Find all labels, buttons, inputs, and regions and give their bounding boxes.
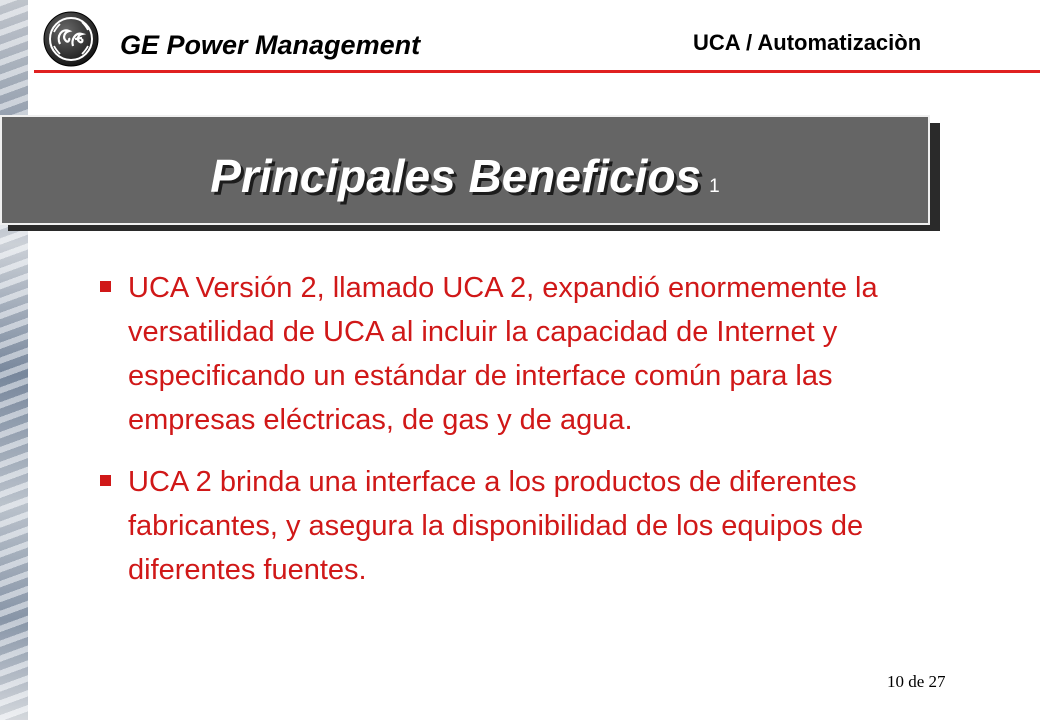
bullet-item	[98, 266, 958, 442]
bullet-list	[98, 266, 958, 610]
square-bullet-icon	[100, 475, 111, 486]
title-banner	[0, 115, 930, 225]
brand-name: GE Power Management	[120, 30, 421, 60]
slide-title: Principales Beneficios	[210, 150, 702, 202]
header-divider	[34, 70, 1040, 73]
bullet-text: UCA 2 brinda una interface a los productos de diferentes fabricantes, y asegura la disponibilidad de los equipos de diferentes fuentes.	[128, 466, 864, 586]
ge-logo-icon	[42, 10, 100, 68]
bullet-text: UCA Versión 2, llamado UCA 2, expandió enormemente la versatilidad de UCA al incluir la capacidad de Internet y especificando un estándar de interface común para las empresas eléctricas, de gas y de agua.	[128, 272, 878, 436]
section-title: UCA / Automatizaciòn	[693, 30, 922, 55]
slide-title-number: 1	[709, 176, 720, 197]
decorative-side-strip	[0, 0, 28, 720]
title-text	[2, 149, 928, 203]
square-bullet-icon	[100, 281, 111, 292]
bullet-item	[98, 460, 958, 592]
page-number: 10 de 27	[887, 672, 946, 691]
